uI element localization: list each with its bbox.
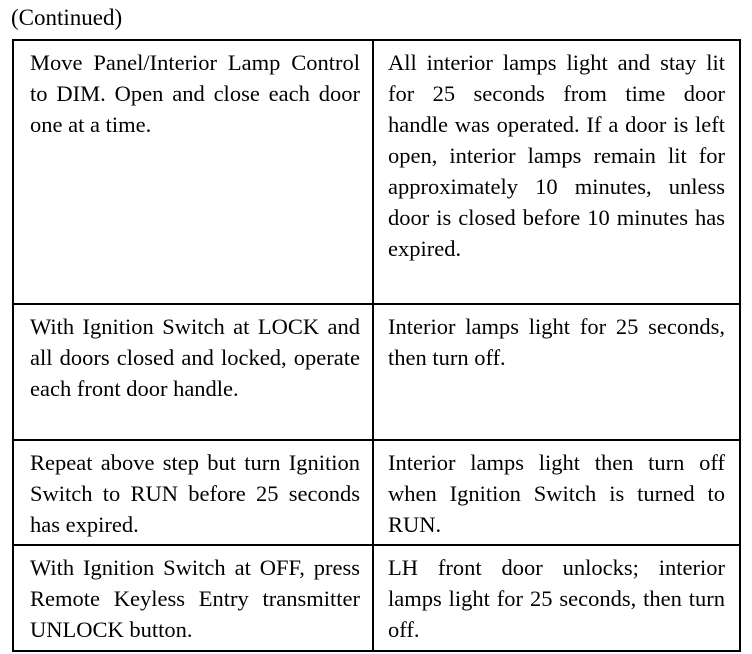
continued-caption: (Continued) [11,5,123,30]
result-cell: LH front door unlocks; interior lamps light for 25 seconds, then turn off. [373,545,740,651]
result-cell: Interior lamps light then turn off when Ignition Switch is turned to RUN. [373,440,740,545]
table-row [13,304,740,440]
test-procedure-table [12,39,741,652]
result-cell: All interior lamps light and stay lit for 25 seconds from time door handle was operated. If a door is left open, interior lamps remain lit for approximately 10 minutes, unless door is closed before 10 minutes has expired. [373,40,740,304]
table-row [13,440,740,545]
result-cell: Interior lamps light for 25 seconds, then turn off. [373,304,740,440]
table-row [13,40,740,304]
action-cell: Repeat above step but turn Ignition Switch to RUN before 25 seconds has expired. [13,440,373,545]
action-cell: With Ignition Switch at LOCK and all doors closed and locked, operate each front door handle. [13,304,373,440]
action-cell: With Ignition Switch at OFF, press Remote Keyless Entry transmitter UNLOCK button. [13,545,373,651]
table-row [13,545,740,651]
action-cell: Move Panel/Interior Lamp Control to DIM. Open and close each door one at a time. [13,40,373,304]
